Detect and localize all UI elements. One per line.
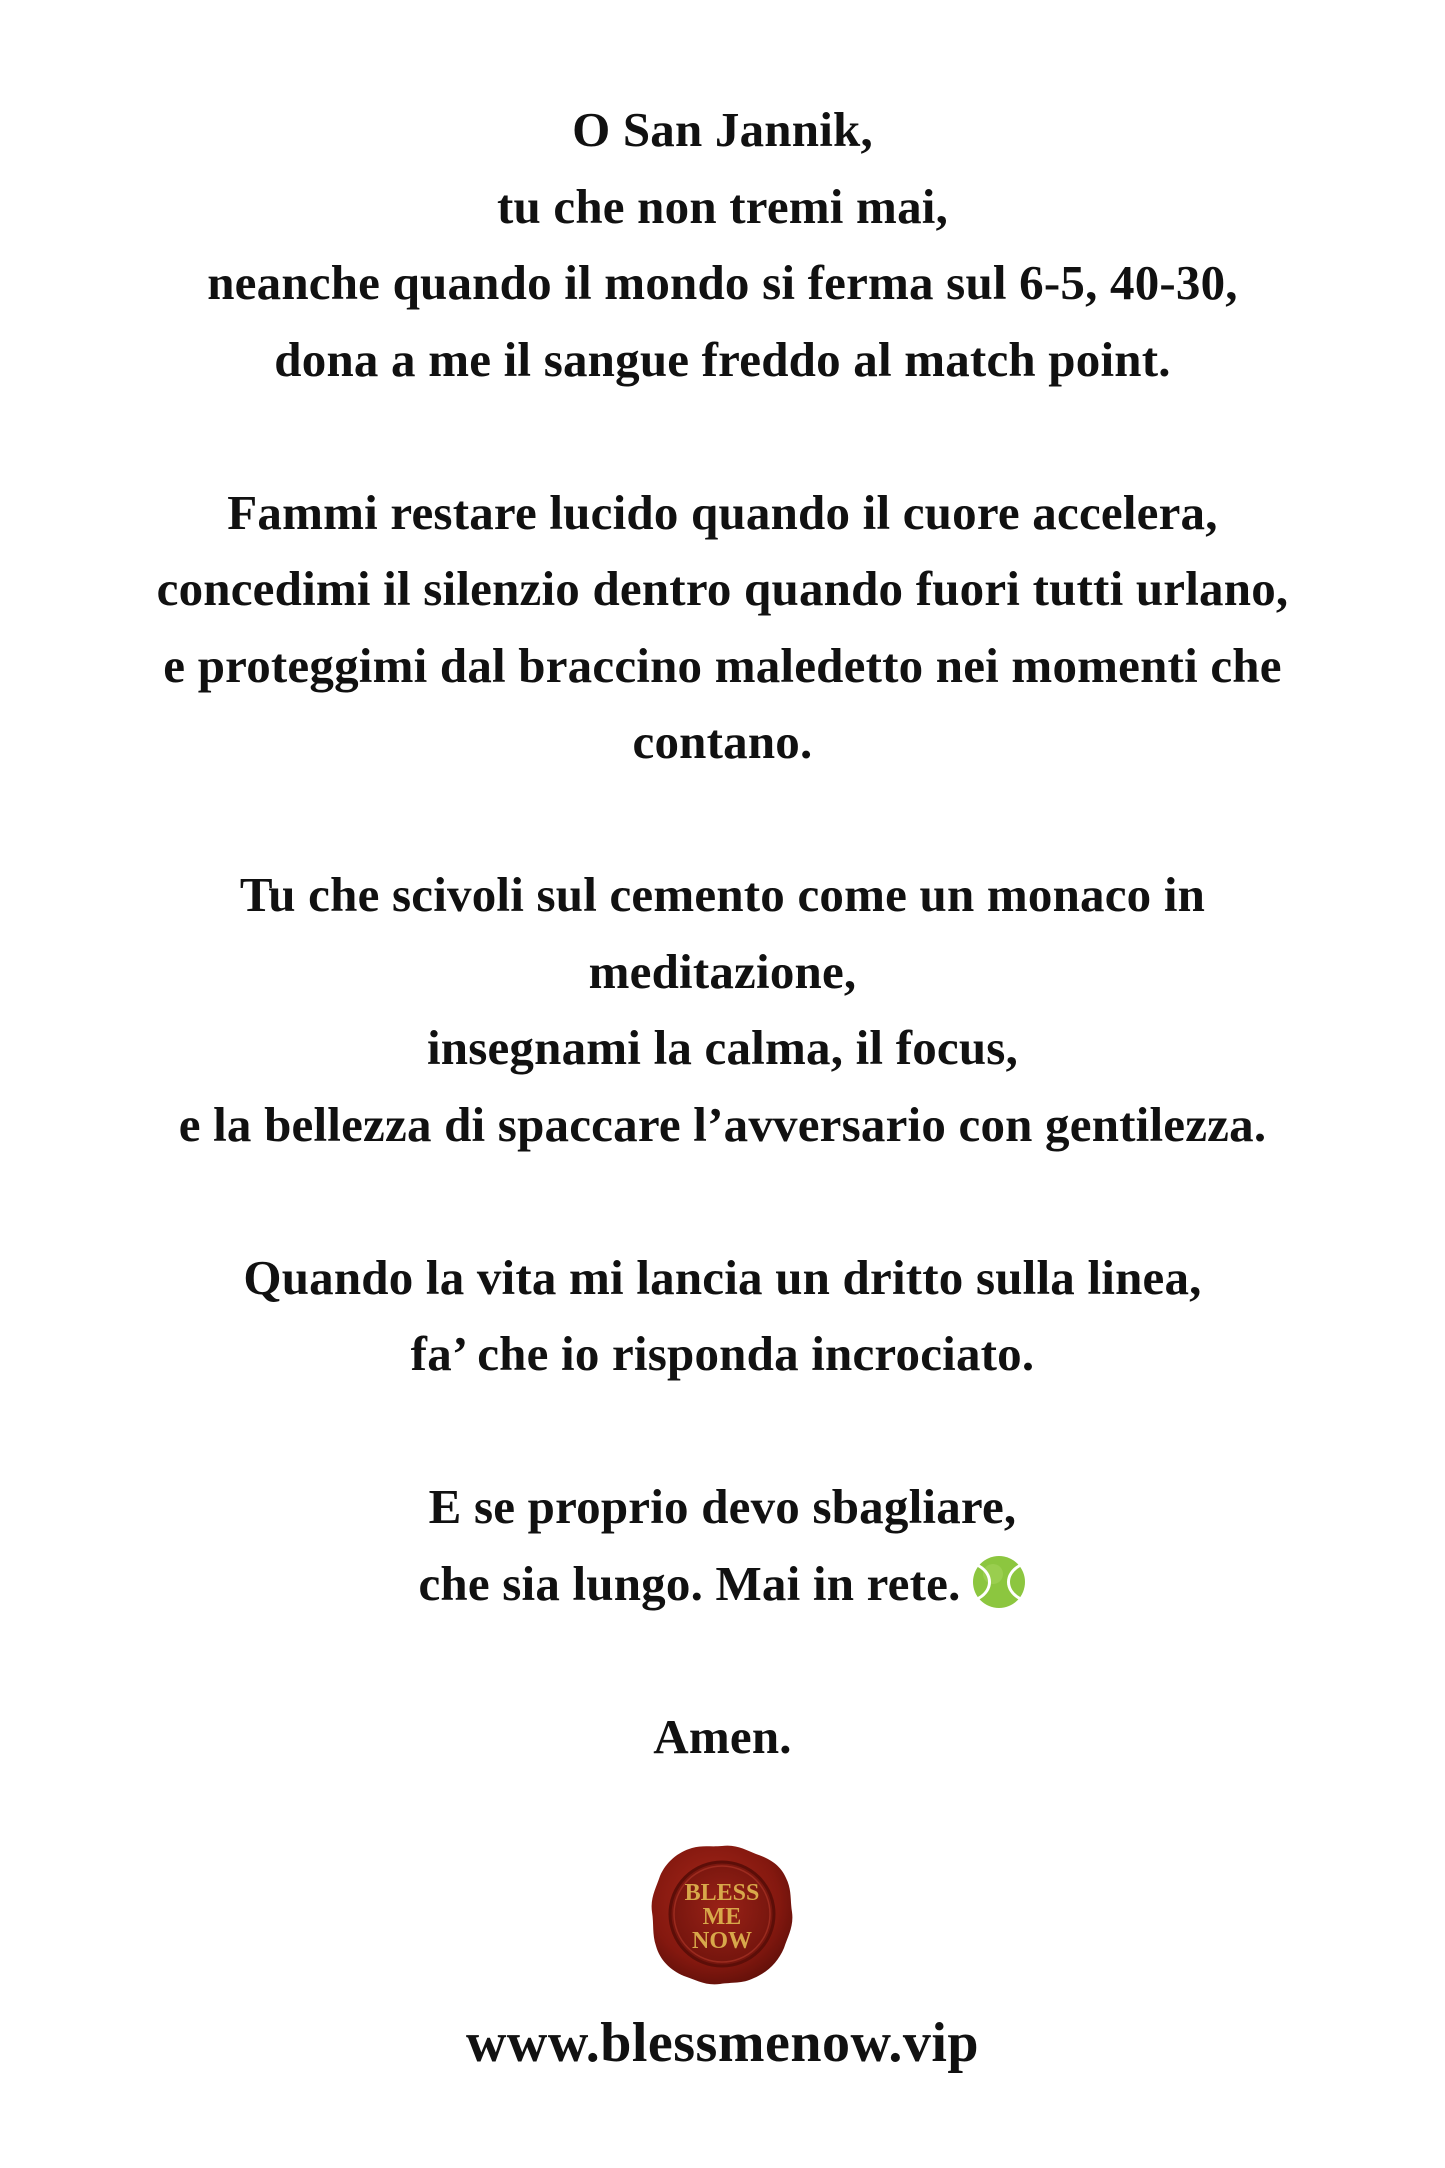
prayer-line: E se proprio devo sbagliare, <box>428 1479 1017 1534</box>
seal-text-line-1: BLESS <box>684 1880 760 1906</box>
prayer-line: insegnami la calma, il focus, <box>426 1020 1019 1075</box>
tennis-ball-icon <box>971 1554 1027 1610</box>
prayer-line: e la bellezza di spaccare l’avversario con gentilezza. <box>178 1096 1267 1152</box>
prayer-line: tu che non tremi mai, <box>496 178 949 234</box>
stanza-3 <box>0 857 1445 1163</box>
prayer-line: neanche quando il mondo si ferma sul 6-5, 40-30, <box>207 255 1238 310</box>
prayer-line: fa’ che io risponda incrociato. <box>410 1326 1035 1381</box>
wax-seal-icon <box>648 1840 796 1988</box>
seal-text-line-2: ME <box>702 1904 742 1930</box>
prayer-line-text: che sia lungo. Mai in rete. <box>418 1555 961 1611</box>
prayer-line: Tu che scivoli sul cemento come un monaco in <box>239 867 1206 922</box>
stanza-5 <box>0 1469 1445 1622</box>
stanza-2 <box>0 475 1445 781</box>
prayer-text <box>0 92 1445 1852</box>
seal-text-line-3: NOW <box>692 1928 752 1954</box>
stanza-6 <box>0 1699 1445 1776</box>
prayer-line: dona a me il sangue freddo al match point. <box>274 331 1171 387</box>
prayer-line: meditazione, <box>588 943 857 999</box>
prayer-line: contano. <box>632 714 813 769</box>
prayer-line: Fammi restare lucido quando il cuore accelera, <box>227 484 1218 540</box>
closing-line: Amen. <box>653 1708 792 1764</box>
prayer-line: e proteggimi dal braccino maledetto nei momenti che <box>163 637 1282 693</box>
stanza-1 <box>0 92 1445 398</box>
prayer-line-with-emoji <box>0 1546 1445 1623</box>
website-link[interactable]: www.blessmenow.vip <box>465 2012 980 2074</box>
prayer-line: Quando la vita mi lancia un dritto sulla linea, <box>243 1249 1202 1305</box>
stanza-4 <box>0 1240 1445 1393</box>
prayer-line: O San Jannik, <box>572 102 873 157</box>
prayer-line: concedimi il silenzio dentro quando fuori tutti urlano, <box>156 561 1289 616</box>
